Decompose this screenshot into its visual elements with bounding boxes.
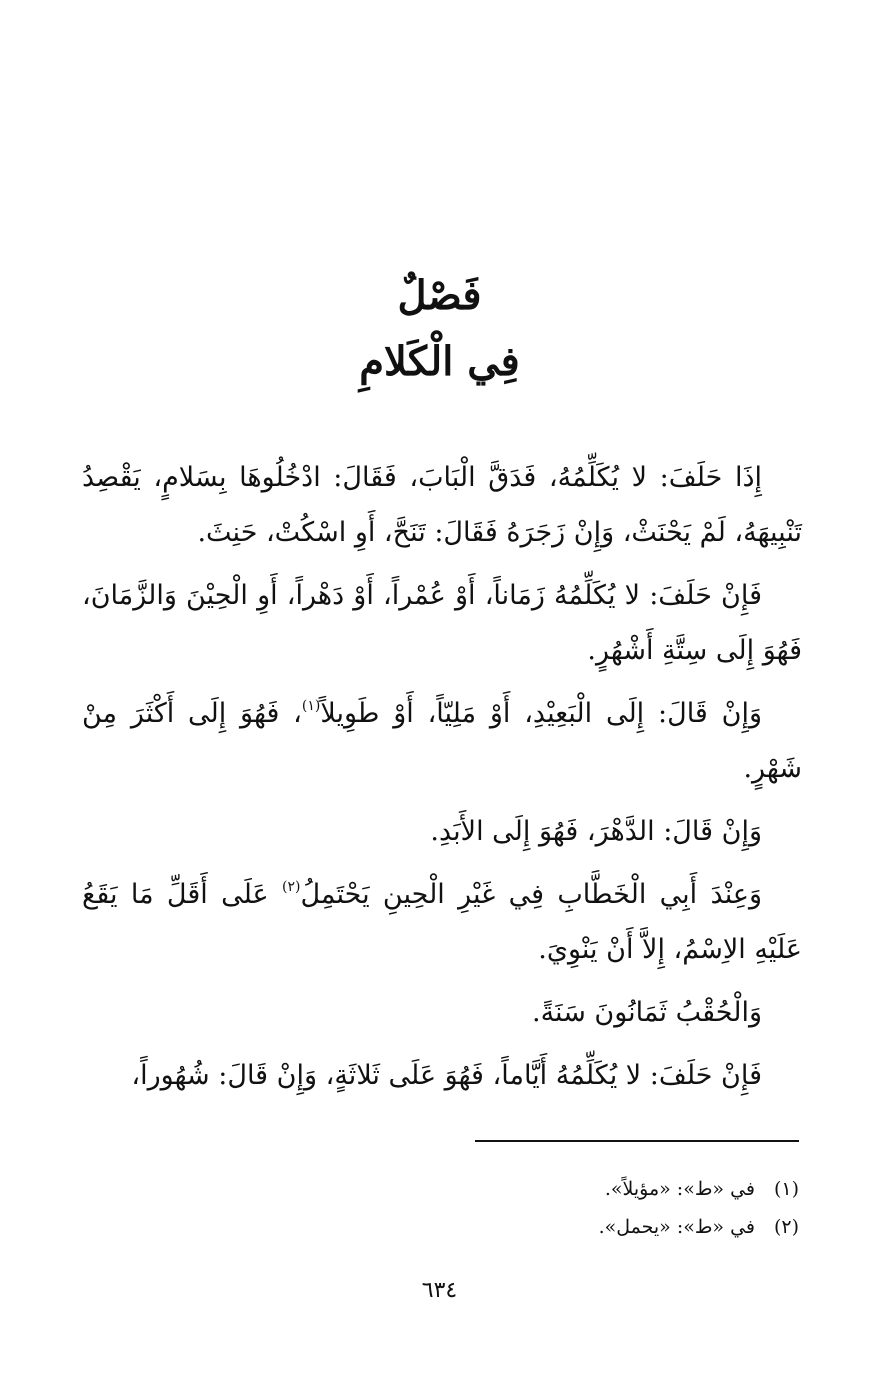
footnote-reference: (٢)	[281, 879, 301, 895]
section-subtitle: فِي الْكَلامِ	[359, 338, 520, 385]
footnotes	[79, 1170, 799, 1246]
footnote-reference: (١)	[301, 698, 321, 714]
footnote	[79, 1208, 799, 1246]
paragraph: فَإِنْ حَلَفَ: لا يُكَلِّمُهُ زَمَاناً، أَوْ عُمْراً، أَوْ دَهْراً، أَوِ الْحِيْنَ وَالزَّمَانَ، فَهُوَ إِلَى سِتَّةِ أَشْهُرٍ.	[82, 580, 802, 666]
page-number: ٦٣٤	[421, 1278, 458, 1303]
footnote	[79, 1170, 799, 1208]
paragraph: فَإِنْ حَلَفَ: لا يُكَلِّمُهُ أَيَّاماً، فَهُوَ عَلَى ثَلاثَةٍ، وَإِنْ قَالَ: شُهُوراً،	[131, 1060, 762, 1091]
paragraph	[82, 686, 802, 796]
paragraph	[82, 867, 802, 977]
footnote-text: في «ط»: «يحمل».	[598, 1216, 755, 1238]
paragraph-text: وَعِنْدَ أَبِي الْخَطَّابِ فِي غَيْرِ الْحِينِ يَحْتَمِلُ	[300, 879, 762, 910]
body-text	[82, 450, 802, 1111]
paragraph: إِذَا حَلَفَ: لا يُكَلِّمُهُ، فَدَقَّ الْبَابَ، فَقَالَ: ادْخُلُوهَا بِسَلامٍ، يَقْصِدُ تَنْبِيهَهُ، لَمْ يَحْنَثْ، وَإِنْ زَجَرَهُ فَقَالَ: تَنَحَّ، أَوِ اسْكُتْ، حَنِثَ.	[82, 462, 802, 548]
paragraph: وَالْحُقْبُ ثَمَانُونَ سَنَةً.	[531, 997, 762, 1028]
footnote-divider	[475, 1140, 799, 1142]
footnote-text: في «ط»: «مؤيلاً».	[604, 1178, 755, 1200]
paragraph: وَإِنْ قَالَ: الدَّهْرَ، فَهُوَ إِلَى الأَبَدِ.	[430, 816, 762, 847]
footnote-number: (٢)	[773, 1216, 799, 1238]
paragraph-text: ، فَهُوَ إِلَى أَكْثَرَ مِنْ شَهْرٍ.	[82, 698, 802, 784]
footnote-number: (١)	[773, 1178, 799, 1200]
section-title: فَصْلٌ	[397, 272, 482, 319]
paragraph-text: عَلَى أَقَلِّ مَا يَقَعُ عَلَيْهِ الاِسْمُ، إِلاَّ أَنْ يَنْوِيَ.	[82, 879, 802, 965]
paragraph-text: وَإِنْ قَالَ: إِلَى الْبَعِيْدِ، أَوْ مَلِيّاً، أَوْ طَوِيلاً	[320, 698, 763, 729]
